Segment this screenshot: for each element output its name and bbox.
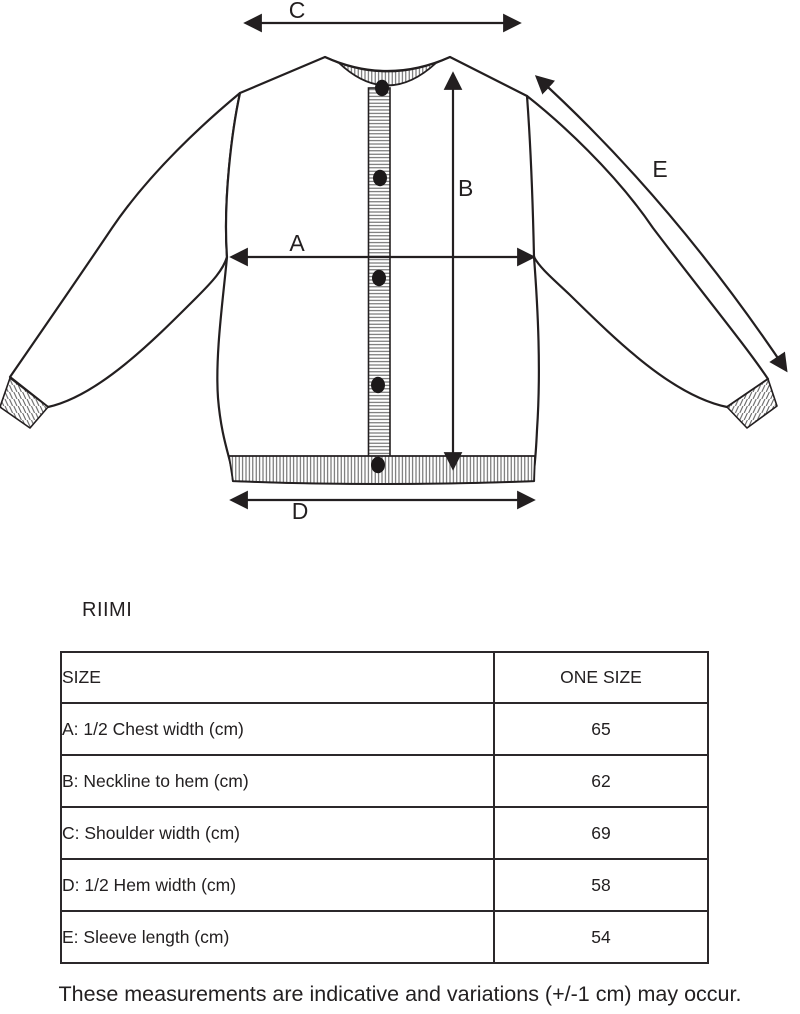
measure-label-chest: A: 1/2 Chest width (cm) [61, 703, 494, 755]
measurement-label-e: E [652, 156, 668, 182]
table-header-row [61, 652, 708, 703]
measure-label-sleeve: E: Sleeve length (cm) [61, 911, 494, 963]
table-row [61, 807, 708, 859]
left-sleeve [10, 93, 240, 407]
measure-label-shoulder: C: Shoulder width (cm) [61, 807, 494, 859]
measurement-disclaimer: These measurements are indicative and variations (+/-1 cm) may occur. [58, 982, 742, 1006]
column-header-size: SIZE [61, 652, 494, 703]
button-3 [372, 270, 386, 286]
measure-label-neckline: B: Neckline to hem (cm) [61, 755, 494, 807]
measurement-label-d: D [291, 498, 309, 524]
measure-value-hem: 58 [494, 859, 708, 911]
measure-value-chest: 65 [494, 703, 708, 755]
measurement-label-b: B [458, 175, 474, 201]
measurement-label-c: C [288, 0, 306, 23]
column-header-one-size: ONE SIZE [494, 652, 708, 703]
table-row [61, 911, 708, 963]
measure-label-hem: D: 1/2 Hem width (cm) [61, 859, 494, 911]
button-4 [371, 377, 385, 393]
button-5 [371, 457, 385, 473]
brand-name: RIIMI [82, 599, 133, 621]
button-2 [373, 170, 387, 186]
button-1 [375, 80, 389, 96]
right-sleeve [527, 96, 768, 407]
measurement-label-a: A [289, 230, 305, 256]
measure-value-neckline: 62 [494, 755, 708, 807]
size-table [60, 651, 709, 964]
table-row [61, 755, 708, 807]
measure-value-sleeve: 54 [494, 911, 708, 963]
measure-value-shoulder: 69 [494, 807, 708, 859]
table-row [61, 859, 708, 911]
table-row [61, 703, 708, 755]
